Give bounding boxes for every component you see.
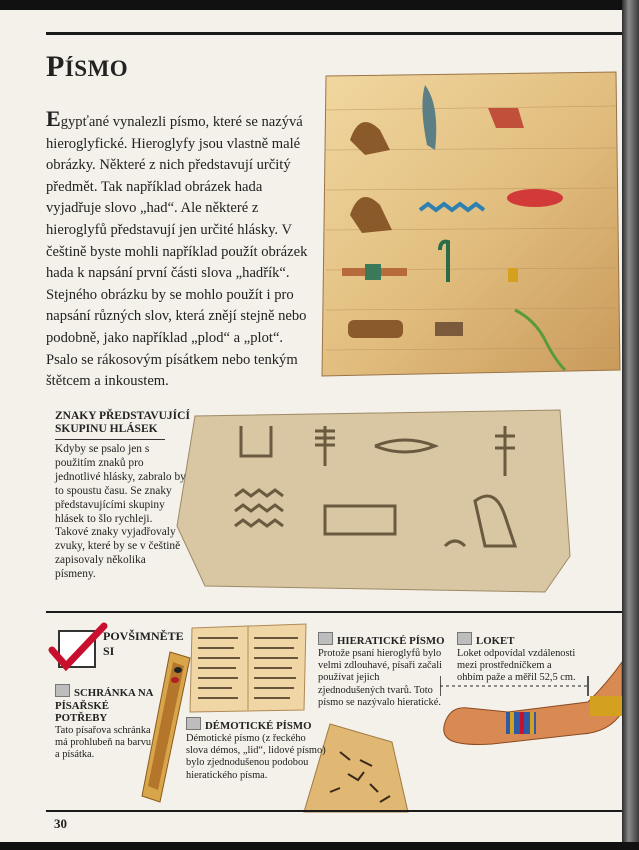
cubit-box	[457, 632, 577, 685]
scan-edge-top	[0, 0, 639, 10]
intro-dropcap: E	[46, 106, 61, 131]
hieratic-box-heading: HIERATICKÉ PÍSMO	[318, 632, 448, 648]
stone-tablet-image	[175, 406, 575, 596]
sidebar-heading: ZNAKY PŘEDSTAVUJÍCÍ SKUPINU HLÁSEK	[55, 410, 190, 435]
scan-edge-right	[622, 0, 639, 850]
scribe-box-text: Tato písařova schránka má prohlubeň na barvu a písátka.	[55, 724, 152, 761]
book-page	[0, 10, 622, 842]
top-rule	[46, 32, 622, 35]
page-title	[46, 50, 128, 84]
demotic-box	[186, 717, 326, 782]
title-cap: P	[46, 50, 65, 83]
hieratic-box-marker-icon	[318, 632, 333, 645]
notice-line-2: SI	[103, 644, 115, 658]
sidebar-text: Kdyby se psalo jen s použitím znaků pro jednotlivé hlásky, zabralo by to spoustu času. Se znaky představujícími skupiny hlásek to šlo rychleji. Takové znaky vyjadřovaly zvuky, které by se v češtině zapisovaly několika písmeny.	[55, 443, 186, 581]
demotic-box-marker-icon	[186, 717, 201, 730]
cubit-box-heading: LOKET	[457, 632, 577, 648]
hieratic-box-text: Protože psaní hieroglyfů bylo velmi zdlouhavé, písaři začali používat jejich zjednodušených tvarů. Toto písmo se nazývalo hieratické.	[318, 647, 443, 709]
notice-line-1: POVŠIMNĚTE	[103, 629, 184, 643]
title-rest: ÍSMO	[64, 56, 129, 81]
section-rule	[46, 611, 622, 613]
footer-rule	[46, 810, 622, 812]
scribe-box-heading: SCHRÁNKA NA PÍSAŘSKÉ POTŘEBY	[55, 684, 155, 725]
hieratic-box	[318, 632, 448, 710]
demotic-box-text: Démotické písmo (z řeckého slova démos, „lid“, lidové písmo) bylo zjednodušenou podobou hieratického písma.	[186, 732, 326, 781]
scribe-box-marker-icon	[55, 684, 70, 697]
scan-edge-bottom	[0, 842, 639, 850]
cubit-box-marker-icon	[457, 632, 472, 645]
intro-text: gypťané vynalezli písmo, které se nazývá hieroglyfické. Hieroglyfy jsou vlastně malé obrázky. Některé z nich představují určitý předmět. Tak například obrázek hada vyjadřuje slovo „had“. Ale některé z hieroglyfů představují jen určité hlásky. V češtině byste mohli například použít obrázek hada k napsání první části slova „hadřík“. Stejného obrázku by se mohlo použít i pro napsání různých slov, která znějí stejně nebo podobně, jako například „plod“ a „plot“. Psalo se rákosovým písátkem nebo tenkým štětcem a inkoustem.	[46, 114, 308, 390]
cubit-box-text: Loket odpovídal vzdálenosti mezi prostředníčkem a ohbím paže a měřil 52,5 cm.	[457, 647, 576, 684]
papyrus-hieroglyphs-image	[320, 70, 622, 380]
sidebar-rule	[55, 439, 165, 440]
checkmark-icon	[48, 622, 108, 672]
page-number: 30	[54, 816, 67, 831]
scribe-box	[55, 684, 155, 762]
demotic-papyrus-image	[188, 622, 310, 714]
intro-paragraph	[46, 108, 308, 393]
demotic-box-heading: DÉMOTICKÉ PÍSMO	[186, 717, 326, 733]
